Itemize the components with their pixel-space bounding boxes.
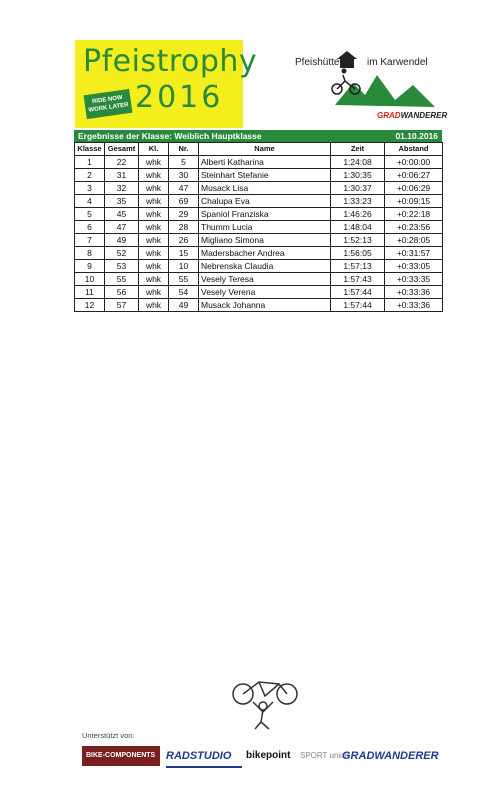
table-row <box>75 247 443 260</box>
cell-kl: whk <box>139 299 169 312</box>
cell-gesamt: 22 <box>105 156 139 169</box>
badge-line2: WORK LATER <box>88 102 129 114</box>
col-name: Name <box>199 143 331 156</box>
cell-gesamt: 53 <box>105 260 139 273</box>
cell-klasse: 5 <box>75 208 105 221</box>
col-nr: Nr. <box>169 143 199 156</box>
cell-zeit: 1:30:37 <box>331 182 385 195</box>
cell-gesamt: 55 <box>105 273 139 286</box>
results-table <box>74 142 443 312</box>
cell-nr: 54 <box>169 286 199 299</box>
cell-gesamt: 35 <box>105 195 139 208</box>
table-row <box>75 299 443 312</box>
table-row <box>75 273 443 286</box>
results-section <box>74 130 442 312</box>
table-row <box>75 169 443 182</box>
col-abstand: Abstand <box>385 143 443 156</box>
cell-nr: 29 <box>169 208 199 221</box>
sponsor-radstudio <box>166 746 242 768</box>
cell-klasse: 10 <box>75 273 105 286</box>
cell-klasse: 12 <box>75 299 105 312</box>
table-row <box>75 234 443 247</box>
cell-abstand: +0:33:36 <box>385 299 443 312</box>
table-row <box>75 208 443 221</box>
cell-abstand: +0:28:05 <box>385 234 443 247</box>
cell-abstand: +0:00:00 <box>385 156 443 169</box>
cell-abstand: +0:33:36 <box>385 286 443 299</box>
cell-gesamt: 49 <box>105 234 139 247</box>
cell-kl: whk <box>139 169 169 182</box>
event-year: 2016 <box>135 80 224 115</box>
results-date: 01.10.2016 <box>395 131 438 141</box>
cell-nr: 10 <box>169 260 199 273</box>
cell-abstand: +0:09:15 <box>385 195 443 208</box>
cell-zeit: 1:56:05 <box>331 247 385 260</box>
sponsor-bikepoint-text: bikepoint <box>246 750 291 761</box>
cell-zeit: 1:48:04 <box>331 221 385 234</box>
sponsor-sport-union <box>300 746 350 766</box>
cell-name: Chalupa Eva <box>199 195 331 208</box>
cell-zeit: 1:57:44 <box>331 299 385 312</box>
cell-gesamt: 52 <box>105 247 139 260</box>
table-row <box>75 221 443 234</box>
cell-zeit: 1:33:23 <box>331 195 385 208</box>
host-brand-wanderer: WANDERER <box>400 111 448 120</box>
table-row <box>75 156 443 169</box>
cell-klasse: 4 <box>75 195 105 208</box>
col-kl: Kl. <box>139 143 169 156</box>
table-row <box>75 182 443 195</box>
host-title <box>295 57 428 68</box>
sponsor-gradwanderer-text: GRADWANDERER <box>342 750 439 762</box>
table-row <box>75 260 443 273</box>
cell-kl: whk <box>139 195 169 208</box>
sponsors-row <box>82 742 452 770</box>
cell-zeit: 1:57:13 <box>331 260 385 273</box>
host-logo <box>295 45 455 125</box>
cell-nr: 15 <box>169 247 199 260</box>
table-row <box>75 286 443 299</box>
cell-kl: whk <box>139 156 169 169</box>
cell-abstand: +0:33:05 <box>385 260 443 273</box>
cell-name: Nebrenska Claudia <box>199 260 331 273</box>
cell-abstand: +0:06:29 <box>385 182 443 195</box>
table-header-row <box>75 143 443 156</box>
col-gesamt: Gesamt <box>105 143 139 156</box>
sponsors-label: Unterstützt von: <box>82 731 135 740</box>
cell-abstand: +0:31:57 <box>385 247 443 260</box>
cell-abstand: +0:22:18 <box>385 208 443 221</box>
cell-nr: 5 <box>169 156 199 169</box>
cell-klasse: 6 <box>75 221 105 234</box>
cell-kl: whk <box>139 182 169 195</box>
cell-nr: 69 <box>169 195 199 208</box>
cell-gesamt: 57 <box>105 299 139 312</box>
cell-name: Vesely Verena <box>199 286 331 299</box>
cell-kl: whk <box>139 286 169 299</box>
event-title: Pfeistrophy <box>83 44 258 79</box>
cell-nr: 55 <box>169 273 199 286</box>
cell-klasse: 7 <box>75 234 105 247</box>
cell-abstand: +0:33:35 <box>385 273 443 286</box>
cell-zeit: 1:57:43 <box>331 273 385 286</box>
sponsor-sport-union-text: SPORT union <box>300 751 350 760</box>
sponsor-bike-components-text: BIKE-COMPONENTS <box>86 752 156 759</box>
cell-kl: whk <box>139 208 169 221</box>
cell-zeit: 1:30:35 <box>331 169 385 182</box>
cell-gesamt: 56 <box>105 286 139 299</box>
cell-gesamt: 32 <box>105 182 139 195</box>
cell-nr: 30 <box>169 169 199 182</box>
cell-zeit: 1:52:13 <box>331 234 385 247</box>
cyclist-icon <box>225 672 305 730</box>
cell-name: Alberti Katharina <box>199 156 331 169</box>
cell-nr: 49 <box>169 299 199 312</box>
host-title-left: Pfeishütte <box>295 57 340 68</box>
host-brand-grad: GRAD <box>377 111 401 120</box>
cell-nr: 47 <box>169 182 199 195</box>
sponsor-bikepoint <box>246 746 298 766</box>
results-header-title: Ergebnisse der Klasse: Weiblich Hauptklasse <box>78 131 262 141</box>
cell-abstand: +0:06:27 <box>385 169 443 182</box>
cell-name: Thumm Lucia <box>199 221 331 234</box>
event-logo <box>75 40 258 128</box>
cell-name: Madersbacher Andrea <box>199 247 331 260</box>
cell-name: Vesely Teresa <box>199 273 331 286</box>
results-header-bar <box>74 130 442 142</box>
cell-kl: whk <box>139 247 169 260</box>
sponsor-gradwanderer <box>342 746 450 766</box>
cell-abstand: +0:23:56 <box>385 221 443 234</box>
cell-klasse: 3 <box>75 182 105 195</box>
cell-zeit: 1:46:26 <box>331 208 385 221</box>
ride-now-badge <box>84 89 133 119</box>
badge-line1: RIDE NOW <box>91 94 124 106</box>
cell-klasse: 11 <box>75 286 105 299</box>
cell-name: Migliano Simona <box>199 234 331 247</box>
cell-name: Steinhart Stefanie <box>199 169 331 182</box>
cell-kl: whk <box>139 260 169 273</box>
cell-name: Musack Lisa <box>199 182 331 195</box>
cell-klasse: 1 <box>75 156 105 169</box>
cell-zeit: 1:57:44 <box>331 286 385 299</box>
col-klasse: Klasse <box>75 143 105 156</box>
cell-kl: whk <box>139 273 169 286</box>
cell-klasse: 8 <box>75 247 105 260</box>
cell-gesamt: 47 <box>105 221 139 234</box>
cell-klasse: 2 <box>75 169 105 182</box>
sponsor-bike-components <box>82 746 160 766</box>
cell-klasse: 9 <box>75 260 105 273</box>
cell-name: Musack Johanna <box>199 299 331 312</box>
cell-kl: whk <box>139 221 169 234</box>
cell-nr: 26 <box>169 234 199 247</box>
cell-gesamt: 45 <box>105 208 139 221</box>
cell-nr: 28 <box>169 221 199 234</box>
col-zeit: Zeit <box>331 143 385 156</box>
table-row <box>75 195 443 208</box>
results-body <box>75 156 443 312</box>
cell-kl: whk <box>139 234 169 247</box>
cell-gesamt: 31 <box>105 169 139 182</box>
cell-name: Spaniol Franziska <box>199 208 331 221</box>
host-title-right: im Karwendel <box>367 57 428 68</box>
host-brand <box>377 111 447 120</box>
sponsor-radstudio-text: RADSTUDIO <box>166 750 232 762</box>
cell-zeit: 1:24:08 <box>331 156 385 169</box>
